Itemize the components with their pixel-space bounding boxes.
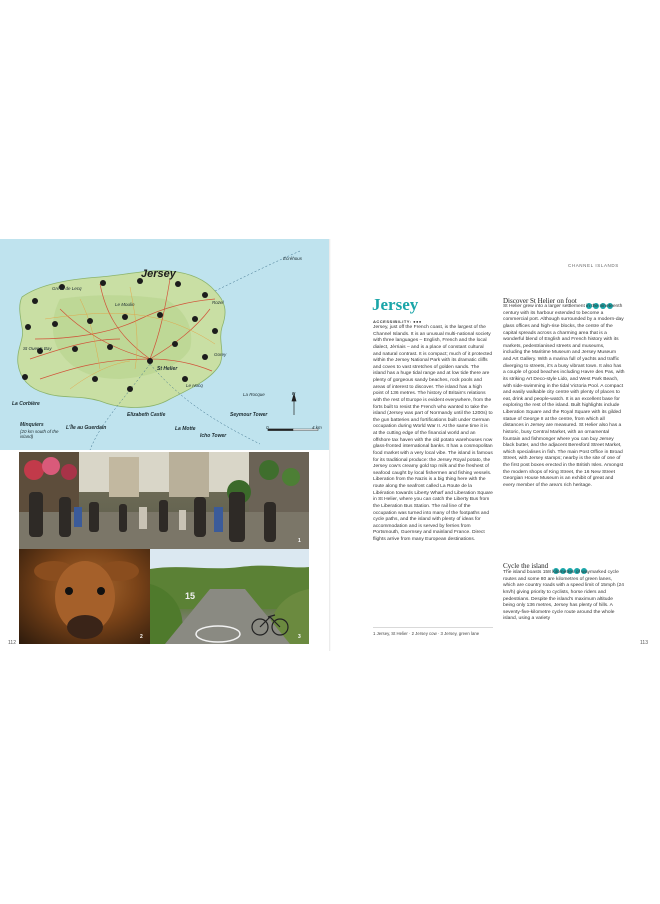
photo-number-1: 1 <box>298 538 301 544</box>
activity-icons-2 <box>553 562 588 569</box>
photo-st-helier-street <box>19 452 309 549</box>
gutter <box>329 239 331 651</box>
photo-number-3: 3 <box>298 634 301 640</box>
label-la-rocque: La Rocque <box>243 392 265 397</box>
label-minquiers: Minquiers <box>20 422 44 428</box>
scale-km: 4 km <box>312 425 322 430</box>
scale-zero: 0 <box>266 425 269 430</box>
label-la-corbiere: La Corbière <box>12 401 40 407</box>
caption-rule <box>373 627 493 628</box>
photo-green-lane <box>150 549 309 644</box>
folio-right: 113 <box>640 640 648 646</box>
body-column-2 <box>503 304 625 490</box>
cycle-paragraph: The island boasts 158 kilometres of waymarked cycle routes and some 80 are kilometres of green lanes, which are country roads with a speed limit of 15mph (24 km/h) giving priority to cyclists, horse riders and pedestrians. Despite the island's maximum altitude being only 136 metres, Jersey has plenty of hills. A seventy-five-kilometre cycle route around the whole island, using a variety <box>503 570 624 622</box>
label-seymour-tower: Seymour Tower <box>230 412 268 418</box>
label-greve-de-lecq: Grève de Lecq <box>52 286 82 291</box>
subheading-discover-st-helier: Discover St Helier on foot <box>503 297 577 305</box>
body-column-2b <box>503 570 625 623</box>
subheading-cycle-island: Cycle the island <box>503 562 549 570</box>
running-head: CHANNEL ISLANDS <box>568 263 619 268</box>
label-ile-au-guerdain: L'Île au Guerdain <box>66 425 107 431</box>
label-rozel: Rozel <box>212 300 224 305</box>
label-la-motte: La Motte <box>175 426 196 432</box>
north-arrow-label: N <box>292 391 296 396</box>
photo-captions: 1 Jersey, St Helier · 2 Jersey cow · 3 Jersey, green lane <box>373 631 480 636</box>
photo-jersey-cow <box>19 549 150 644</box>
page-title: Jersey <box>372 295 419 314</box>
body-column-1 <box>373 325 493 544</box>
st-helier-paragraph: St Helier grew into a larger settlement in the nineteenth century with its harbour extended to become a commercial port. Although surrounded by a modern-day glass offices and high-rise blocks, the centre of the capital spreads across a charming area that is a wonderful blend of English and French history with its markets, pedestrianised streets and museums, including the Maritime Museum and Jersey Museum and Art Gallery. With a marina full of yachts and traffic diverging to streets, it's a busy vibrant town. It also has a couple of good beaches including Havre des Pas, with its striking Art Deco-style Lido, and West Park Beach, with side-swimming in the tidal Victoria Pool. A compact and easily walkable city centre with plenty of places to eat, drink and people-watch. It is an excellent base for exploring the rest of the island. Built highlights include Liberation Square and the Royal Square with its gilded statue of George II at the centre, from which all distances in Jersey are measured. St Helier also has a historic, busy Central Market, with an ornamental fountain and fishmonger where you can buy Jersey black butter, and the adjacent Beresford Street Market, which specialises in fish. The main Post Office in Broad Street, with Jersey stamps; nearby is the site of one of the first post boxes erected in the British Isles. Amongst the modern shops of King Street, the 16 New Street Georgian House Museum is an exhibit of great and every member of the area's rich heritage. <box>503 304 625 488</box>
activity-icons-1 <box>586 297 614 304</box>
label-le-moulin: Le Moulin <box>115 302 135 307</box>
intro-paragraph: Jersey, just off the French coast, is the largest of the Channel Islands. It is an unusual multi-national society with three languages – English, French and the local dialect, Jèrriais – and is a place of constant cultural and natural contrast. It is compact; much of it protected within the Jersey National Park with its dramatic cliffs and coves to vast stretches of golden sands. The island has a huge tidal range and at low tide there are plenty of gorgeous sandy beaches, rock pools and areas of interest to discover. The island has a high point of 136 metres. The history of Britain's relations with the rest of Europe is evident everywhere, from the forts built to resist the French who wanted to take the island (Jersey was part of Normandy until the 1200s) to the gun batteries and fortifications built under German occupation during World War II. At the same time it is at the cutting edge of the financial world and an offshore tax haven with the old potato warehouses now glass-fronted international banks. It has a cosmopolitan food market with a very local vibe. The island is famous for its traditional produce: the Jersey Royal potato, the Jersey cow's creamy gold top milk and the freshest of seafood caught by local fishermen and fishing vessels. Liberation from the Nazis is a big thing here with the route along the seafront called La Route de la Libération towards Liberty Wharf and Liberation Square in St Helier, where you can catch the Liberty Bus from the Liberation Bus Station. The rail line of the occupation was turned into many of the footpaths and cycle paths, and the island with plenty of ideas for accommodation and is served by ferries from Portsmouth, Guernsey and mainland France. Direct flights arrive from many European destinations. <box>373 325 493 542</box>
accessibility-label: ACCESSIBILITY: ●●● <box>373 319 422 324</box>
label-minquiers-note: (20 km south of the island) <box>20 429 59 439</box>
road-marking: 15 <box>185 591 196 601</box>
map-title: Jersey <box>141 268 176 280</box>
label-elizabeth-castle: Elizabeth Castle <box>127 412 166 418</box>
label-ecrehous: Écréhous <box>283 256 303 261</box>
label-icho-tower: Icho Tower <box>200 433 227 439</box>
label-st-ouens-bay: St Ouen's Bay <box>23 346 52 351</box>
photo-number-2: 2 <box>140 634 143 640</box>
folio-left: 112 <box>8 640 16 646</box>
label-gorey: Gorey <box>214 352 227 357</box>
label-st-helier: St Helier <box>157 366 178 372</box>
label-le-hocq: Le Hocq <box>186 383 203 388</box>
